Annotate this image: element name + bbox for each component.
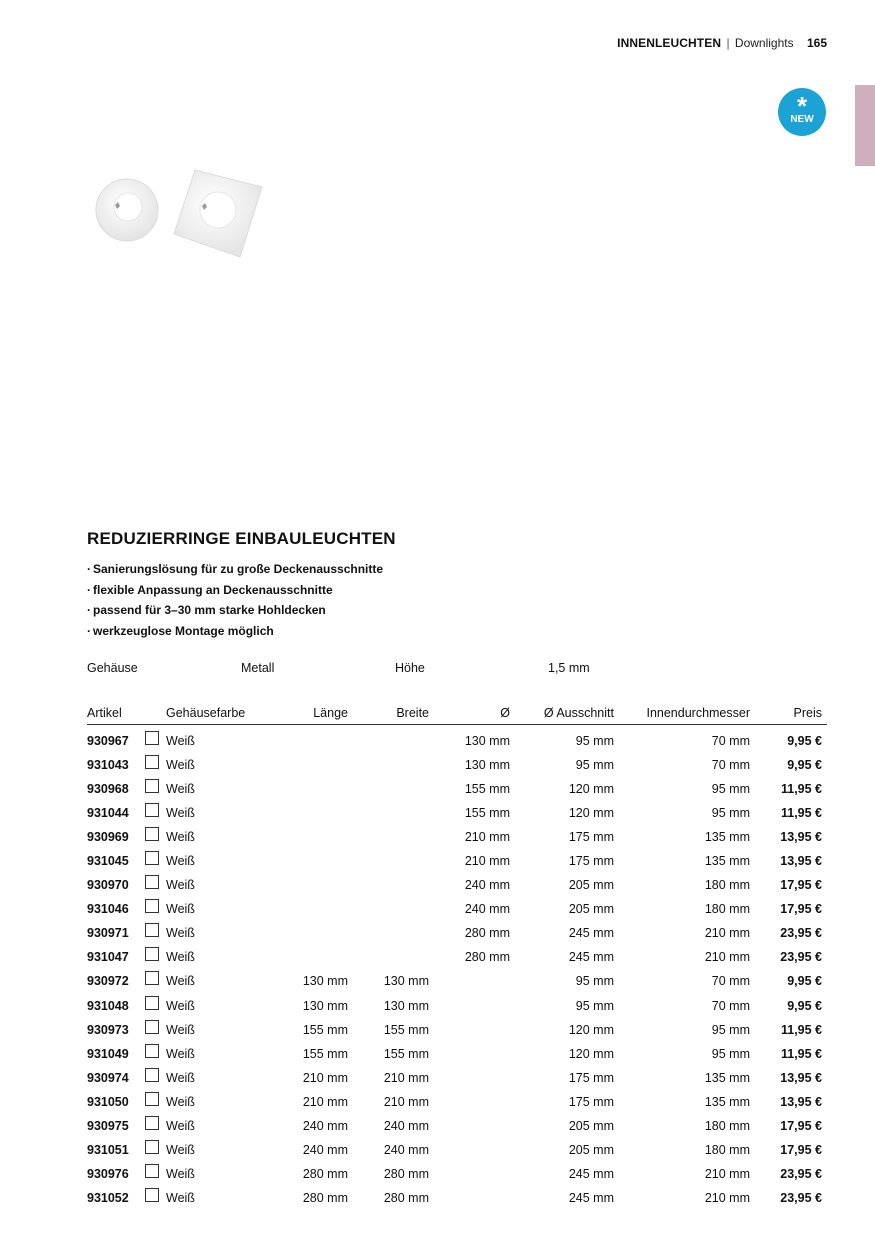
table-row [87,1162,827,1186]
cell-diameter: 155 mm [464,806,510,821]
cell-inner-diameter: 95 mm [711,1046,750,1061]
order-checkbox[interactable] [145,1068,159,1082]
cell-inner-diameter: 180 mm [704,878,750,893]
cell-price: 23,95 € [780,950,822,965]
cell-width: 280 mm [383,1190,429,1205]
col-length: Länge [313,706,348,720]
cell-inner-diameter: 135 mm [704,830,750,845]
cell-color: Weiß [166,806,195,821]
cell-width: 240 mm [383,1118,429,1133]
cell-artikel: 930970 [87,878,129,893]
table-row [87,729,827,753]
cell-artikel: 930976 [87,1166,129,1181]
cell-artikel: 930968 [87,782,129,797]
cell-artikel: 930971 [87,926,129,941]
cell-price: 17,95 € [780,902,822,917]
cell-color: Weiß [166,926,195,941]
cell-inner-diameter: 210 mm [704,1166,750,1181]
cell-price: 9,95 € [787,998,822,1013]
cell-length: 130 mm [302,998,348,1013]
cell-inner-diameter: 180 mm [704,1118,750,1133]
feature-item: · flexible Anpassung an Deckenausschnitte [87,582,383,603]
page-header [617,36,827,50]
cell-inner-diameter: 70 mm [711,998,750,1013]
chapter-tab [855,85,875,166]
cell-price: 23,95 € [780,926,822,941]
cell-color: Weiß [166,950,195,965]
cell-artikel: 931046 [87,902,129,917]
cell-length: 240 mm [302,1118,348,1133]
cell-artikel: 931044 [87,806,129,821]
table-row [87,1042,827,1066]
cell-cutout: 95 mm [575,974,614,989]
cell-inner-diameter: 95 mm [711,806,750,821]
order-checkbox[interactable] [145,1020,159,1034]
order-checkbox[interactable] [145,779,159,793]
cell-cutout: 245 mm [568,950,614,965]
table-row [87,1114,827,1138]
order-checkbox[interactable] [145,899,159,913]
cell-price: 17,95 € [780,878,822,893]
cell-artikel: 931045 [87,854,129,869]
cell-length: 280 mm [302,1166,348,1181]
square-reducing-ring [174,170,262,257]
cell-diameter: 280 mm [464,950,510,965]
cell-cutout: 95 mm [575,758,614,773]
cell-color: Weiß [166,1094,195,1109]
table-row [87,873,827,897]
cell-artikel: 931047 [87,950,129,965]
col-cutout: Ø Ausschnitt [543,706,614,720]
order-checkbox[interactable] [145,1092,159,1106]
col-diameter: Ø [500,706,510,720]
cell-color: Weiß [166,902,195,917]
table-row [87,1090,827,1114]
cell-cutout: 205 mm [568,1142,614,1157]
order-checkbox[interactable] [145,996,159,1010]
cell-color: Weiß [166,782,195,797]
cell-cutout: 205 mm [568,878,614,893]
table-row [87,753,827,777]
cell-inner-diameter: 70 mm [711,758,750,773]
cell-diameter: 130 mm [464,734,510,748]
height-label: Höhe [395,661,425,675]
cell-cutout: 175 mm [568,1070,614,1085]
table-row [87,897,827,921]
cell-cutout: 175 mm [568,854,614,869]
cell-cutout: 245 mm [568,1190,614,1205]
cell-cutout: 205 mm [568,1118,614,1133]
cell-artikel: 930973 [87,1022,129,1037]
cell-length: 280 mm [302,1190,348,1205]
cell-inner-diameter: 135 mm [704,1070,750,1085]
cell-price: 9,95 € [787,974,822,989]
feature-list [87,561,383,643]
height-value: 1,5 mm [548,661,590,675]
cell-color: Weiß [166,878,195,893]
housing-label: Gehäuse [87,661,138,675]
new-badge [778,88,826,136]
table-row [87,1066,827,1090]
table-row [87,825,827,849]
order-checkbox[interactable] [145,1044,159,1058]
page-number: 165 [806,36,827,50]
cell-color: Weiß [166,1142,195,1157]
cell-width: 130 mm [383,998,429,1013]
order-checkbox[interactable] [145,731,159,745]
cell-artikel: 930972 [87,974,129,989]
cell-artikel: 930975 [87,1118,129,1133]
order-checkbox[interactable] [145,1188,159,1202]
cell-inner-diameter: 180 mm [704,902,750,917]
cell-inner-diameter: 210 mm [704,950,750,965]
cell-length: 210 mm [302,1070,348,1085]
cell-price: 9,95 € [787,758,822,773]
cell-inner-diameter: 70 mm [711,974,750,989]
cell-width: 280 mm [383,1166,429,1181]
cell-price: 11,95 € [780,782,822,797]
product-title: REDUZIERRINGE EINBAULEUCHTEN [87,529,396,548]
cell-diameter: 240 mm [464,902,510,917]
cell-color: Weiß [166,998,195,1013]
cell-length: 155 mm [302,1046,348,1061]
cell-width: 155 mm [383,1046,429,1061]
table-row [87,1138,827,1162]
cell-price: 23,95 € [780,1166,822,1181]
order-checkbox[interactable] [145,923,159,937]
order-checkbox[interactable] [145,851,159,865]
cell-artikel: 931050 [87,1094,129,1109]
cell-artikel: 931051 [87,1142,129,1157]
col-width: Breite [396,706,429,720]
table-row [87,969,827,993]
cell-diameter: 240 mm [464,878,510,893]
cell-color: Weiß [166,854,195,869]
cell-width: 240 mm [383,1142,429,1157]
cell-length: 240 mm [302,1142,348,1157]
subsection-title: Downlights [734,36,794,50]
cell-cutout: 245 mm [568,1166,614,1181]
order-checkbox[interactable] [145,875,159,889]
cell-inner-diameter: 180 mm [704,1142,750,1157]
cell-cutout: 175 mm [568,830,614,845]
cell-inner-diameter: 135 mm [704,1094,750,1109]
col-color: Gehäusefarbe [166,706,246,720]
cell-artikel: 931043 [87,758,129,773]
cell-color: Weiß [166,758,195,773]
cell-cutout: 245 mm [568,926,614,941]
cell-cutout: 120 mm [568,1046,614,1061]
table-row [87,1018,827,1042]
order-checkbox[interactable] [145,1140,159,1154]
cell-inner-diameter: 210 mm [704,1190,750,1205]
header-separator: | [726,36,730,50]
cell-length: 130 mm [302,974,348,989]
cell-price: 13,95 € [780,1070,822,1085]
cell-price: 13,95 € [780,1094,822,1109]
cell-cutout: 120 mm [568,806,614,821]
housing-value: Metall [241,661,275,675]
cell-width: 210 mm [383,1070,429,1085]
table-row [87,849,827,873]
cell-price: 23,95 € [780,1190,822,1205]
cell-price: 11,95 € [780,1046,822,1061]
col-artikel: Artikel [87,706,122,720]
table-header [87,704,827,725]
order-checkbox[interactable] [145,1164,159,1178]
cell-inner-diameter: 95 mm [711,782,750,797]
cell-color: Weiß [166,1070,195,1085]
table-row [87,801,827,825]
order-checkbox[interactable] [145,803,159,817]
cell-inner-diameter: 210 mm [704,926,750,941]
product-image [90,165,270,265]
cell-diameter: 280 mm [464,926,510,941]
table-row [87,994,827,1018]
order-checkbox[interactable] [145,971,159,985]
cell-artikel: 930967 [87,734,129,748]
cell-color: Weiß [166,830,195,845]
cell-color: Weiß [166,1046,195,1061]
cell-price: 9,95 € [787,734,822,748]
cell-color: Weiß [166,734,195,748]
feature-item: · werkzeuglose Montage möglich [87,623,383,644]
cell-length: 155 mm [302,1022,348,1037]
cell-width: 130 mm [383,974,429,989]
cell-price: 11,95 € [780,1022,822,1037]
col-price: Preis [793,706,822,720]
cell-color: Weiß [166,1190,195,1205]
round-reducing-ring [96,179,158,241]
cell-price: 13,95 € [780,830,822,845]
feature-item: · passend für 3–30 mm starke Hohldecken [87,602,383,623]
cell-color: Weiß [166,974,195,989]
cell-color: Weiß [166,1166,195,1181]
cell-diameter: 210 mm [464,854,510,869]
cell-color: Weiß [166,1022,195,1037]
cell-artikel: 930969 [87,830,129,845]
new-badge-label: NEW [790,114,814,125]
table-row [87,777,827,801]
cell-price: 11,95 € [780,806,822,821]
cell-length: 210 mm [302,1094,348,1109]
cell-inner-diameter: 135 mm [704,854,750,869]
cell-color: Weiß [166,1118,195,1133]
cell-artikel: 931052 [87,1190,129,1205]
asterisk-icon: * [796,91,808,121]
feature-item: · Sanierungslösung für zu große Deckenausschnitte [87,561,383,582]
cell-cutout: 95 mm [575,734,614,748]
table-row [87,921,827,945]
cell-width: 155 mm [383,1022,429,1037]
cell-width: 210 mm [383,1094,429,1109]
product-table [87,729,827,1210]
cell-cutout: 95 mm [575,998,614,1013]
order-checkbox[interactable] [145,947,159,961]
cell-price: 13,95 € [780,854,822,869]
cell-inner-diameter: 70 mm [711,734,750,748]
table-row [87,1186,827,1210]
cell-cutout: 120 mm [568,782,614,797]
cell-diameter: 130 mm [464,758,510,773]
cell-price: 17,95 € [780,1118,822,1133]
cell-artikel: 930974 [87,1070,129,1085]
cell-artikel: 931049 [87,1046,129,1061]
order-checkbox[interactable] [145,755,159,769]
cell-artikel: 931048 [87,998,129,1013]
cell-price: 17,95 € [780,1142,822,1157]
cell-diameter: 155 mm [464,782,510,797]
cell-cutout: 175 mm [568,1094,614,1109]
cell-inner-diameter: 95 mm [711,1022,750,1037]
table-row [87,945,827,969]
section-title: INNENLEUCHTEN [617,36,722,50]
cell-cutout: 205 mm [568,902,614,917]
cell-diameter: 210 mm [464,830,510,845]
cell-cutout: 120 mm [568,1022,614,1037]
order-checkbox[interactable] [145,1116,159,1130]
order-checkbox[interactable] [145,827,159,841]
col-inner-diameter: Innendurchmesser [646,706,750,720]
